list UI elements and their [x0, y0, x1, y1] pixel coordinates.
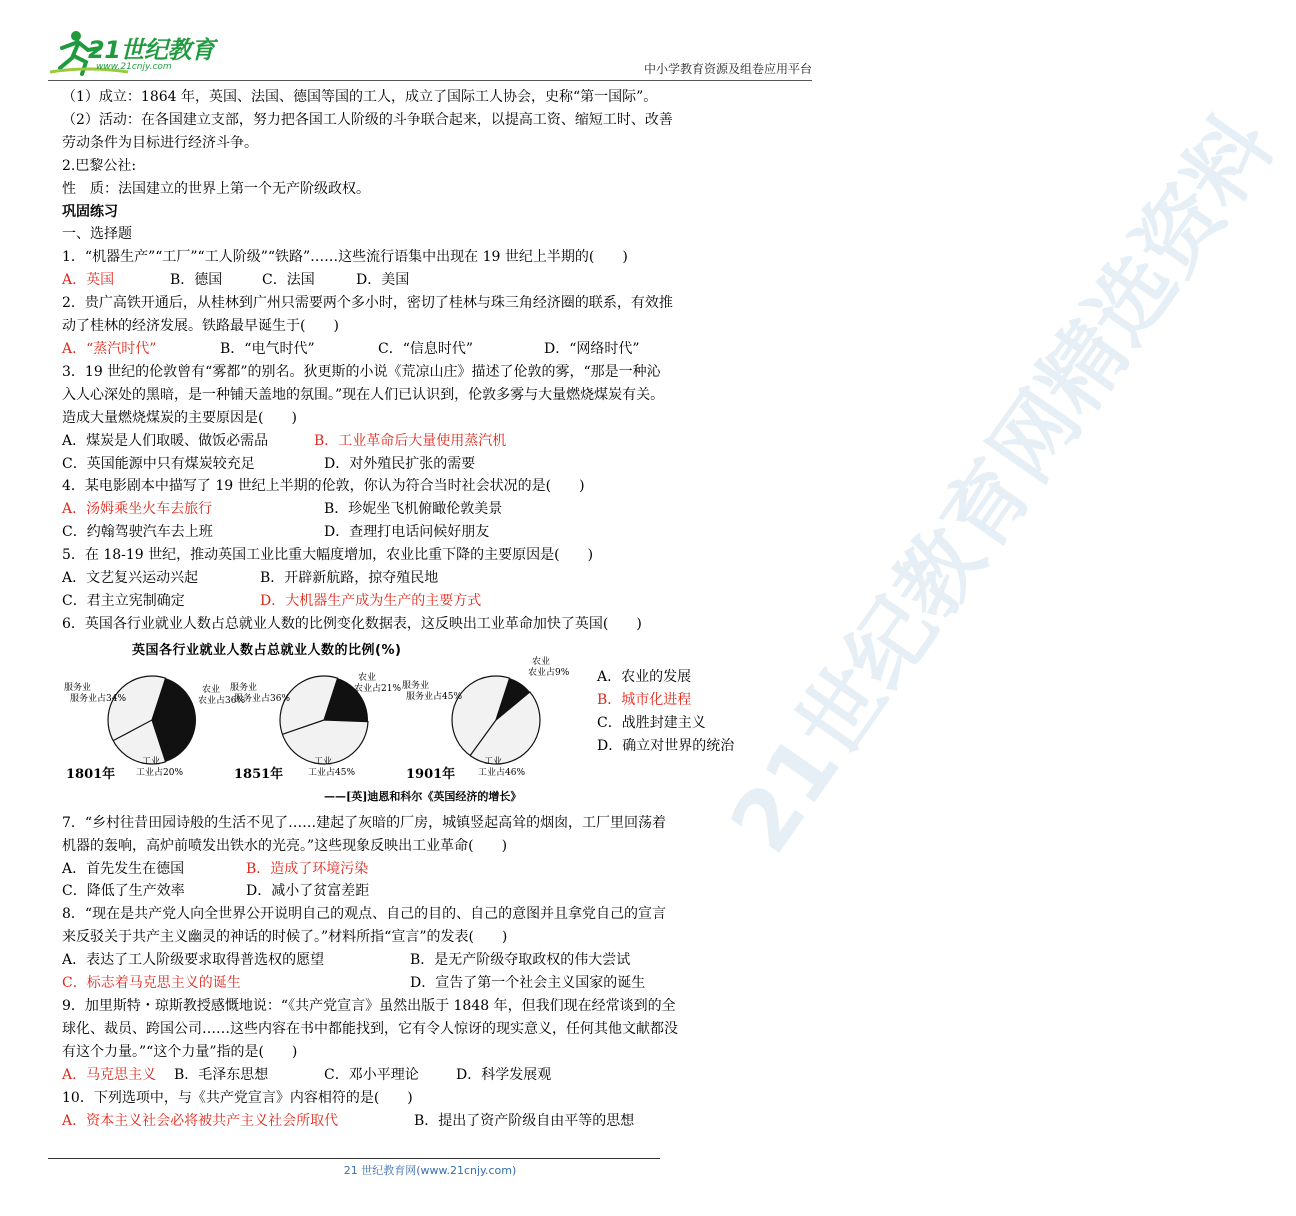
question-options [62, 498, 812, 521]
question-stem: 8．“现在是共产党人向全世界公开说明自己的观点、自己的目的、自己的意图并且拿党自己的宣言 [62, 906, 667, 923]
question-options [62, 949, 812, 972]
option-a: A．农业的发展 [597, 668, 692, 685]
label-agri-pct: 农业占36% [198, 695, 246, 706]
option-d: D．大机器生产成为生产的主要方式 [260, 592, 482, 609]
label-service: 服务业 [230, 682, 258, 693]
question-options [62, 338, 812, 361]
option-a: A．“蒸汽时代” [62, 340, 157, 357]
option-d: D．宣告了第一个社会主义国家的诞生 [410, 975, 646, 992]
slice-label [230, 681, 290, 704]
option-a: A．首先发生在德国 [62, 860, 185, 877]
option-c: C．降低了生产效率 [62, 883, 185, 900]
question-stem: 6．英国各行业就业人数占总就业人数的比例变化数据表，这反映出工业革命加快了英国( ) [62, 615, 642, 632]
label-agri-pct: 农业占21% [354, 683, 402, 694]
option-c: C．英国能源中只有煤炭较充足 [62, 455, 255, 472]
header-divider [48, 80, 812, 81]
option-d: D．“网络时代” [544, 340, 640, 357]
text-line: 性 质：法国建立的世界上第一个无产阶级政权。 [62, 180, 370, 197]
option-c: C．邓小平理论 [324, 1066, 419, 1083]
slice-label [402, 679, 462, 702]
footer-divider [48, 1158, 660, 1159]
option-b: B．是无产阶级夺取政权的伟大尝试 [410, 952, 631, 969]
option-a: A．马克思主义 [62, 1066, 157, 1083]
question-stem: 10．下列选项中，与《共产党宣言》内容相符的是( ) [62, 1089, 413, 1106]
option-a: A．文艺复兴运动兴起 [62, 570, 199, 587]
label-industry: 工业 [484, 756, 503, 767]
question-stem: 3．19 世纪的伦敦曾有“雾都”的别名。狄更斯的小说《荒凉山庄》描述了伦敦的雾，“那是一种沁 [62, 363, 661, 380]
slice-label [354, 671, 401, 694]
option-d: D．查理打电话问候好朋友 [324, 524, 490, 541]
text-line: （2）活动：在各国建立支部，努力把各国工人阶级的斗争联合起来，以提高工资、缩短工时、改善 [62, 111, 673, 128]
question-options [62, 453, 812, 476]
label-service: 服务业 [64, 682, 92, 693]
section-heading: 巩固练习 [62, 203, 118, 220]
pie-1901 [402, 655, 570, 782]
option-b: B．“电气时代” [220, 340, 315, 357]
watermark: 21世纪教育网精选资料 [711, 98, 1293, 870]
footer-text: 21 世纪教育网(www.21cnjy.com) [343, 1164, 517, 1177]
text-line: 劳动条件为目标进行经济斗争。 [62, 134, 258, 151]
label-industry-pct: 工业占46% [478, 767, 526, 778]
option-d: D．减小了贫富差距 [246, 883, 370, 900]
question-options [62, 1064, 812, 1087]
option-c: C．君主立宪制确定 [62, 592, 185, 609]
option-a: A．煤炭是人们取暖、做饭必需品 [62, 432, 269, 449]
logo-url: www.21cnjy.com [96, 62, 172, 72]
label-industry: 工业 [142, 756, 161, 767]
label-industry-pct: 工业占20% [136, 767, 184, 778]
question-stem: 2．贵广高铁开通后，从桂林到广州只需要两个多小时，密切了桂林与珠三角经济圈的联系，有效推 [62, 295, 673, 312]
question-options [62, 567, 812, 590]
option-c: C．标志着马克思主义的诞生 [62, 975, 241, 992]
option-b: B．毛泽东思想 [174, 1066, 269, 1083]
pie-year: 1801年 [66, 766, 116, 782]
slice-label [308, 755, 355, 778]
option-d: D．确立对世界的统治 [597, 737, 735, 754]
label-service-pct: 服务业占45% [406, 691, 463, 702]
label-industry-pct: 工业占45% [308, 767, 356, 778]
option-b: B．珍妮坐飞机俯瞰伦敦美景 [324, 501, 503, 518]
pie-chart-figure [62, 640, 812, 810]
question-stem: 球化、裁员、跨国公司……这些内容在书中都能找到，它有令人惊讶的现实意义，任何其他文献都没 [62, 1020, 678, 1037]
option-b: B．德国 [170, 272, 223, 289]
text-line: （1）成立：1864 年，英国、法国、德国等国的工人，成立了国际工人协会，史称“第一国际”。 [62, 89, 658, 105]
label-industry: 工业 [314, 756, 333, 767]
label-agri-pct: 农业占9% [528, 667, 570, 678]
option-c: C．“信息时代” [378, 340, 474, 357]
question-stem: 动了桂林的经济发展。铁路最早诞生于( ) [62, 318, 339, 335]
label-agri: 农业 [358, 672, 377, 683]
platform-label: 中小学教育资源及组卷应用平台 [643, 62, 812, 76]
question-options [62, 430, 812, 453]
label-agri: 农业 [532, 656, 551, 667]
pie-year: 1901年 [406, 766, 456, 782]
question-options [62, 972, 812, 995]
option-c: C．战胜封建主义 [597, 714, 706, 731]
option-a: A．英国 [62, 272, 115, 289]
question-stem: 入人心深处的黑暗，是一种铺天盖地的氛围。”现在人们已认识到，伦敦多雾与大量燃烧煤炭有关。 [62, 386, 665, 403]
question-stem: 5．在 18-19 世纪，推动英国工业比重大幅度增加，农业比重下降的主要原因是( ) [62, 547, 594, 564]
question-stem: 造成大量燃烧煤炭的主要原因是( ) [62, 409, 297, 426]
question-stem: 7．“乡村往昔田园诗般的生活不见了……建起了灰暗的厂房，城镇竖起高耸的烟囱，工厂里回荡着 [62, 814, 667, 831]
option-b: B．工业革命后大量使用蒸汽机 [314, 432, 507, 449]
option-b: B．提出了资产阶级自由平等的思想 [414, 1112, 635, 1129]
option-b: B．造成了环境污染 [246, 860, 369, 877]
question-stem: 1．“机器生产”“工厂”“工人阶级”“铁路”……这些流行语集中出现在 19 世纪上半期的( ) [62, 249, 628, 266]
label-service-pct: 服务业占36% [234, 693, 291, 704]
logo-text: 21世纪教育 [88, 36, 215, 64]
question-options [62, 269, 812, 292]
chart-source: ——[英]迪恩和科尔《英国经济的增长》 [324, 789, 522, 803]
option-c: C．法国 [262, 272, 315, 289]
question-stem: 来反驳关于共产主义幽灵的神话的时候了。”材料所指“宣言”的发表( ) [62, 929, 508, 946]
question-options [62, 590, 812, 613]
document-body [62, 86, 812, 1132]
option-d: D．对外殖民扩张的需要 [324, 455, 476, 472]
question-options [597, 666, 734, 758]
option-a: A．表达了工人阶级要求取得普选权的愿望 [62, 952, 325, 969]
option-d: D．科学发展观 [456, 1066, 552, 1083]
pie-chart [62, 658, 582, 788]
pie-year: 1851年 [234, 766, 284, 782]
question-options [62, 880, 812, 903]
question-options [62, 521, 812, 544]
question-stem: 9．加里斯特・琼斯教授感慨地说：“《共产党宣言》虽然出版于 1848 年，但我们现在经常谈到的全 [62, 998, 676, 1014]
page-header [0, 0, 860, 84]
question-options [62, 858, 812, 881]
question-stem: 有这个力量。”“这个力量”指的是( ) [62, 1043, 298, 1060]
option-b: B．城市化进程 [597, 691, 692, 708]
pie-1801 [64, 676, 245, 782]
pie-1851 [230, 671, 401, 782]
question-stem: 4．某电影剧本中描写了 19 世纪上半期的伦敦，你认为符合当时社会状况的是( ) [62, 478, 585, 495]
chart-title: 英国各行业就业人数占总就业人数的比例(%) [132, 642, 402, 658]
subsection-heading: 一、选择题 [62, 226, 132, 243]
slice-label [136, 755, 183, 778]
slice-label [528, 655, 570, 678]
label-service: 服务业 [402, 680, 430, 691]
text-line: 2.巴黎公社: [62, 157, 137, 174]
option-b: B．开辟新航路，掠夺殖民地 [260, 570, 439, 587]
label-agri: 农业 [202, 684, 221, 695]
option-c: C．约翰驾驶汽车去上班 [62, 524, 213, 541]
label-service-pct: 服务业占34% [70, 693, 127, 704]
question-options [62, 1110, 812, 1133]
option-a: A．汤姆乘坐火车去旅行 [62, 501, 213, 518]
question-stem: 机器的轰响，高炉前喷发出铁水的光亮。”这些现象反映出工业革命( ) [62, 837, 508, 854]
option-a: A．资本主义社会必将被共产主义社会所取代 [62, 1112, 339, 1129]
option-d: D．美国 [356, 272, 410, 289]
